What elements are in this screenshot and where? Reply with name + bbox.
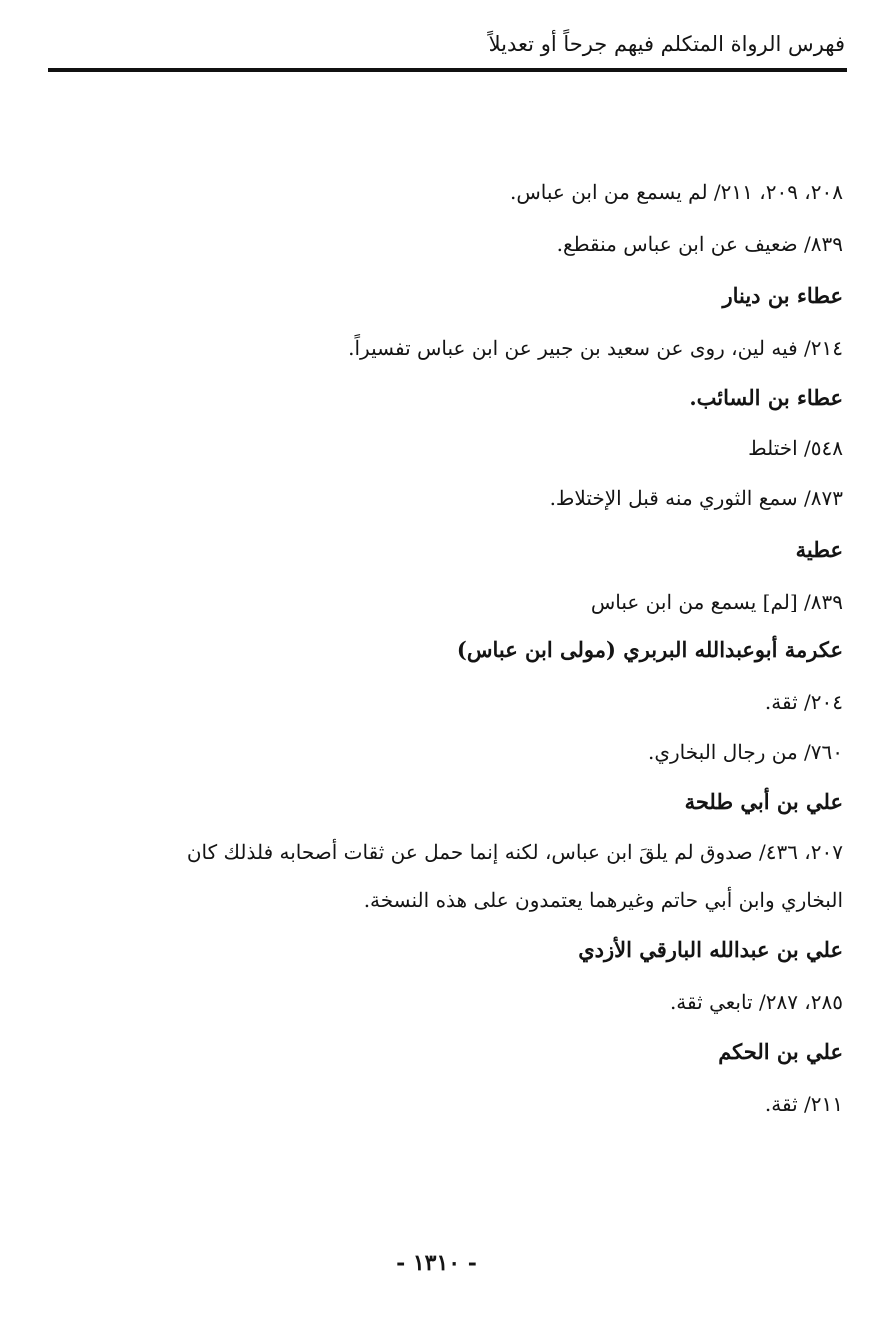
narrator-name: عطية bbox=[795, 537, 843, 562]
entry-line: ٢١١/ ثقة. bbox=[764, 1092, 843, 1116]
narrator-name: علي بن الحكم bbox=[718, 1039, 843, 1064]
page-number: - ١٣١٠ - bbox=[396, 1250, 477, 1276]
entry-line: ٢٠٨، ٢٠٩، ٢١١/ لم يسمع من ابن عباس. bbox=[510, 180, 843, 204]
header-title: فهرس الرواة المتكلم فيهم جرحاً أو تعديلاً bbox=[488, 32, 845, 56]
entry-line: ٨٣٩/ ضعيف عن ابن عباس منقطع. bbox=[556, 232, 843, 256]
entry-line: ٧٦٠/ من رجال البخاري. bbox=[648, 740, 843, 764]
running-header bbox=[48, 24, 845, 68]
narrator-name: عطاء بن السائب. bbox=[689, 385, 843, 410]
header-rule bbox=[48, 68, 847, 72]
narrator-name: عكرمة أبوعبدالله البربري (مولى ابن عباس) bbox=[456, 637, 843, 662]
narrator-name: عطاء بن دينار bbox=[722, 283, 843, 308]
entry-line: ٢٨٥، ٢٨٧/ تابعي ثقة. bbox=[669, 990, 843, 1014]
entry-line: ٨٧٣/ سمع الثوري منه قبل الإختلاط. bbox=[549, 486, 843, 510]
entry-line: ٨٣٩/ [لم] يسمع من ابن عباس bbox=[590, 590, 843, 614]
entry-line: ٥٤٨/ اختلط bbox=[748, 436, 843, 460]
entry-line: البخاري وابن أبي حاتم وغيرهما يعتمدون على هذه النسخة. bbox=[363, 888, 843, 912]
entry-line: ٢٠٤/ ثقة. bbox=[764, 690, 843, 714]
entry-line: ٢٠٧، ٤٣٦/ صدوق لم يلقَ ابن عباس، لكنه إنما حمل عن ثقات أصحابه فلذلك كان bbox=[186, 840, 843, 864]
narrator-name: علي بن أبي طلحة bbox=[684, 789, 843, 814]
entry-line: ٢١٤/ فيه لين، روى عن سعيد بن جبير عن ابن عباس تفسيراً. bbox=[348, 336, 843, 360]
narrator-name: علي بن عبدالله البارقي الأزدي bbox=[578, 937, 843, 962]
